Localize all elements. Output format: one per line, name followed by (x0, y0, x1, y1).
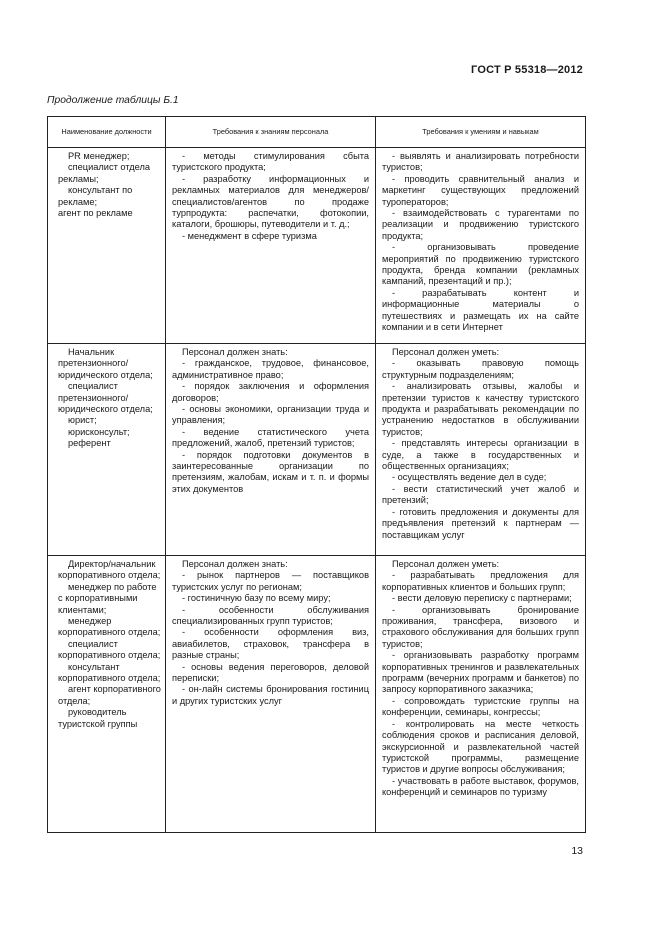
position-item: агент по рекламе (58, 208, 133, 219)
knowledge-cell (166, 556, 376, 833)
header-position: Наименование должности (48, 117, 166, 148)
knowledge-item: - особенности обслуживания специализированных групп туристов; (172, 604, 369, 627)
skill-item: - представлять интересы организации в суде, а также в государственных и общественных организациях; (382, 438, 579, 472)
knowledge-item: - гражданское, трудовое, финансовое, административное право; (172, 358, 369, 380)
knowledge-intro: Персонал должен знать: (182, 559, 288, 569)
knowledge-item: - он-лайн системы бронирования гостиниц и других туристских услуг (172, 684, 369, 706)
position-item: юрисконсульт; (68, 426, 130, 437)
knowledge-item: - методы стимулирования сбыта туристского продукта; (172, 151, 369, 173)
skills-intro: Персонал должен уметь: (392, 559, 500, 569)
position-item: юрист; (68, 415, 97, 426)
knowledge-item: - основы ведения переговоров, деловой переписки; (172, 661, 369, 684)
skill-item: - разрабатывать контент и информационные материалы о путешествиях и размещать их на сайте компании и в сети Интернет (382, 287, 579, 333)
table-header-row (48, 117, 586, 148)
skills-cell (376, 344, 586, 556)
header-knowledge: Требования к знаниям персонала (166, 117, 376, 148)
skill-item: - вести статистический учет жалоб и претензий; (382, 483, 579, 506)
position-item: Начальник претензионного/юридического отдела; (58, 347, 153, 380)
positions-cell (48, 556, 166, 833)
knowledge-item: - особенности оформления виз, авиабилетов, страховок, трансфера в разные страны; (172, 627, 369, 661)
position-item: консультант по рекламе; (58, 185, 133, 207)
skills-intro: Персонал должен уметь: (392, 347, 500, 357)
knowledge-item: - порядок заключения и оформления договоров; (172, 381, 369, 403)
skill-item: - организовывать разработку программ корпоративных тренингов и развлекательных программ (вечерних программ и банкетов) по запросу корпоративного заказчика; (382, 650, 579, 695)
knowledge-item: - разработку информационных и рекламных материалов для менеджеров/специалистов/агентов по продаже турпродукта: распечатки, фотокопии, каталоги, брошюры, путеводители и т. д.; (172, 173, 369, 230)
skill-item: - контролировать на месте четкость соблюдения сроков и расписания деловой, экскурсионной и развлекательной частей туристской программы, размещение туристов и другие вопросы обслуживания; (382, 718, 579, 775)
knowledge-item: - гостиничную базу по всему миру; (182, 593, 331, 604)
knowledge-item: - порядок подготовки документов в заинтересованные организации по претензиям, жалобам, искам и т. п. и формы этих документов (172, 449, 369, 494)
position-item: руководитель туристской группы (58, 707, 138, 729)
position-item: PR менеджер; (68, 151, 130, 161)
position-item: Директор/начальник корпоративного отдела; (58, 559, 161, 581)
page-number: 13 (571, 845, 583, 857)
positions-cell (48, 344, 166, 556)
position-item: консультант корпоративного отдела; (58, 661, 161, 684)
skill-item: - оказывать правовую помощь структурным подразделениям; (382, 358, 579, 380)
skill-item: - готовить предложения и документы для предъявления претензий к партнерам — поставщикам услуг (382, 506, 579, 540)
skill-item: - сопровождать туристские группы на конференции, семинары, конгрессы; (382, 695, 579, 718)
skill-item: - вести деловую переписку с партнерами; (392, 593, 572, 604)
knowledge-cell (166, 148, 376, 344)
skill-item: - выявлять и анализировать потребности туристов; (382, 151, 579, 173)
skill-item: - осуществлять ведение дел в суде; (392, 472, 547, 483)
knowledge-item: - основы экономики, организации труда и управления; (172, 404, 369, 426)
skill-item: - проводить сравнительный анализ и маркетинг существующих предложений туроператоров; (382, 173, 579, 207)
skill-item: - разрабатывать предложения для корпоративных клиентов и больших групп; (382, 570, 579, 592)
header-skills: Требования к умениям и навыкам (376, 117, 586, 148)
skills-cell (376, 148, 586, 344)
skills-cell (376, 556, 586, 833)
knowledge-item: - менеджмент в сфере туризма (182, 230, 317, 241)
table-caption: Продолжение таблицы Б.1 (47, 95, 179, 106)
knowledge-item: - ведение статистического учета предложений, жалоб, претензий туристов; (172, 426, 369, 449)
position-item: специалист претензионного/ юридического отдела; (58, 381, 153, 415)
skill-item: - организовывать бронирование проживания, трансфера, визового и страхового обслуживания для больших групп туристов; (382, 604, 579, 649)
position-item: референт (68, 438, 111, 449)
table-row (48, 556, 586, 833)
position-item: менеджер корпоративного отдела; (58, 616, 161, 638)
requirements-table (47, 116, 586, 833)
position-item: менеджер по работе с корпоративными клиентами; (58, 581, 157, 615)
position-item: специалист отдела рекламы; (58, 162, 151, 184)
knowledge-cell (166, 344, 376, 556)
table-row (48, 344, 586, 556)
position-item: агент корпоративного отдела; (58, 684, 161, 706)
knowledge-item: - рынок партнеров — поставщиков туристских услуг по регионам; (172, 570, 369, 592)
table-row (48, 148, 586, 344)
skill-item: - анализировать отзывы, жалобы и претензии туристов к качеству туристского продукта и разрабатывать рекомендации по устранению недостатков в обслуживании туристов; (382, 381, 579, 437)
positions-cell (48, 148, 166, 344)
knowledge-intro: Персонал должен знать: (182, 347, 288, 357)
position-item: специалист корпоративного отдела; (58, 638, 161, 661)
skill-item: - участвовать в работе выставок, форумов, конференций и семинаров по туризму (382, 775, 579, 798)
skill-item: - взаимодействовать с турагентами по реализации и продвижению туристского продукта; (382, 208, 579, 241)
document-standard-header: ГОСТ Р 55318—2012 (471, 64, 583, 76)
skill-item: - организовывать проведение мероприятий по продвижению туристского продукта, бренда компании (рекламных кампаний, презентаций и пр.); (382, 242, 579, 287)
